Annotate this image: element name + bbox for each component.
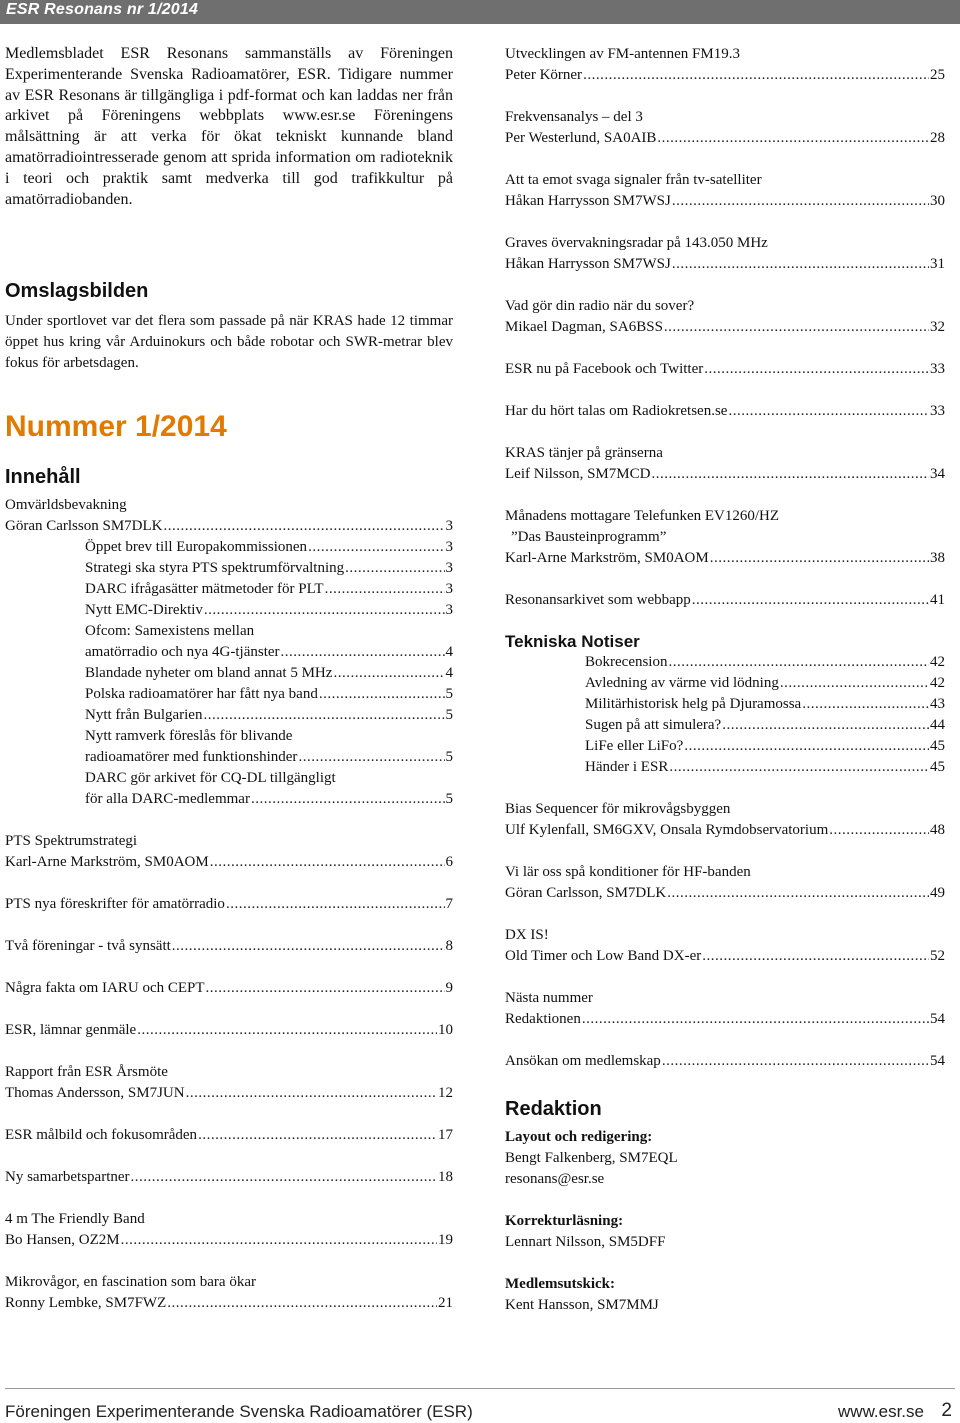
toc-entry[interactable]: Strategi ska styra PTS spektrumförvaltning ..... 3 bbox=[85, 558, 453, 579]
footer-org: Föreningen Experimenterande Svenska Radioamatörer (ESR) bbox=[5, 1402, 473, 1421]
toc-entry[interactable]: Thomas Andersson, SM7JUN ..... 12 bbox=[5, 1083, 453, 1104]
toc-entry[interactable]: ESR målbild och fokusområden ..... 17 bbox=[5, 1125, 453, 1146]
toc-entry-line1: PTS Spektrumstrategi bbox=[5, 833, 138, 850]
korr-label: Korrekturläsning: bbox=[505, 1213, 624, 1229]
toc-entry-line1: Vad gör din radio när du sover? bbox=[505, 298, 695, 314]
toc-entry[interactable]: Leif Nilsson, SM7MCD ..... 34 bbox=[505, 464, 945, 485]
toc-entry-line1: Vi lär oss spå konditioner för HF-banden bbox=[505, 864, 751, 880]
toc-entry[interactable]: Har du hört talas om Radiokretsen.se ..... 33 bbox=[505, 401, 945, 422]
toc-subitems bbox=[5, 537, 453, 810]
toc-entry[interactable]: Ansökan om medlemskap ..... 54 bbox=[505, 1051, 945, 1072]
toc-omvarldsbevakning bbox=[5, 495, 453, 810]
toc-entry-line1: Graves övervakningsradar på 143.050 MHz bbox=[505, 235, 768, 251]
toc-entry[interactable]: Ulf Kylenfall, SM6GXV, Onsala Rymdobservatorium ..... 48 bbox=[505, 820, 945, 841]
medl-label: Medlemsutskick: bbox=[505, 1276, 615, 1292]
page-header bbox=[0, 0, 960, 24]
toc-entry[interactable]: Händer i ESR ..... 45 bbox=[585, 757, 945, 778]
toc-entry[interactable]: ESR, lämnar genmäle ..... 10 bbox=[5, 1020, 453, 1041]
korr-name: Lennart Nilsson, SM5DFF bbox=[505, 1234, 666, 1250]
toc-entry[interactable]: för alla DARC-medlemmar ..... 5 bbox=[85, 789, 453, 810]
toc-entry[interactable]: DARC ifrågasätter mätmetoder för PLT ..... 3 bbox=[85, 579, 453, 600]
toc-entry[interactable]: Resonansarkivet som webbapp ..... 41 bbox=[505, 590, 945, 611]
toc-entry[interactable]: Några fakta om IARU och CEPT ..... 9 bbox=[5, 978, 453, 999]
toc-entry[interactable]: Karl-Arne Markström, SM0AOM ..... 38 bbox=[505, 548, 945, 569]
footer-url[interactable]: www.esr.se bbox=[838, 1402, 924, 1421]
tech-items bbox=[505, 652, 945, 778]
tech-heading: Tekniska Notiser bbox=[505, 632, 640, 651]
toc-entry[interactable]: Håkan Harrysson SM7WSJ ..... 31 bbox=[505, 254, 945, 275]
toc-entry[interactable]: Sugen på att simulera? ..... 44 bbox=[585, 715, 945, 736]
toc-entry[interactable]: amatörradio och nya 4G-tjänster ..... 4 bbox=[85, 642, 453, 663]
intro-paragraph: Medlemsbladet ESR Resonans sammanställs av Föreningen Experimenterande Svenska Radioamatörer, ESR. Tidigare nummer av ESR Resonans är tillgängliga i pdf-format och kan laddas ner från arkivet på Föreningens webbplats www.esr.se Föreningens målsättning är att verka för ökat tekniskt kunnande bland amatörradiointresserade genom att sprida information om radioteknik i teori och praktik samt medverka till god trafikkultur på amatörradiobanden. bbox=[5, 45, 453, 208]
toc-section-title: Omvärldsbevakning bbox=[5, 497, 127, 514]
toc-entry[interactable]: Bokrecension ..... 42 bbox=[585, 652, 945, 673]
redaktion-heading: Redaktion bbox=[505, 1098, 602, 1120]
toc-entry[interactable]: ESR nu på Facebook och Twitter ..... 33 bbox=[505, 359, 945, 380]
toc-entry-line1: Månadens mottagare Telefunken EV1260/HZ bbox=[505, 508, 780, 524]
toc-entry[interactable]: Öppet brev till Europakommissionen ..... 3 bbox=[85, 537, 453, 558]
toc-entry[interactable]: radioamatörer med funktionshinder ..... 5 bbox=[85, 747, 453, 768]
toc-entry-line2: ”Das Bausteinprogramm” bbox=[511, 529, 667, 545]
toc-entry[interactable]: Blandade nyheter om bland annat 5 MHz ..... 4 bbox=[85, 663, 453, 684]
toc-entry-line1: Utvecklingen av FM-antennen FM19.3 bbox=[505, 46, 740, 62]
toc-entry-line1: 4 m The Friendly Band bbox=[5, 1211, 145, 1228]
cover-text: Under sportlovet var det flera som passade på när KRAS hade 12 timmar öppet hus kring vår Arduinokurs och både robotar och SWR-metrar blev fokus för arbetsdagen. bbox=[5, 313, 453, 372]
left-column bbox=[5, 44, 453, 1314]
toc-entry[interactable]: Karl-Arne Markström, SM0AOM ..... 6 bbox=[5, 852, 453, 873]
issue-title: Nummer 1/2014 bbox=[5, 410, 227, 444]
toc-entry[interactable]: Per Westerlund, SA0AIB ..... 28 bbox=[505, 128, 945, 149]
toc-entry[interactable]: Old Timer och Low Band DX-er ..... 52 bbox=[505, 946, 945, 967]
cover-heading: Omslagsbilden bbox=[5, 280, 149, 303]
right-column bbox=[505, 44, 945, 1316]
toc-entry-line1: Rapport från ESR Årsmöte bbox=[5, 1064, 168, 1081]
toc-entry[interactable]: Nytt från Bulgarien ..... 5 bbox=[85, 705, 453, 726]
toc-entry[interactable]: Ny samarbetspartner ..... 18 bbox=[5, 1167, 453, 1188]
toc-entry-line1: Frekvensanalys – del 3 bbox=[505, 109, 643, 125]
toc-entry[interactable]: Nytt EMC-Direktiv ..... 3 bbox=[85, 600, 453, 621]
toc-entry[interactable]: Bo Hansen, OZ2M ..... 19 bbox=[5, 1230, 453, 1251]
contents-heading: Innehåll bbox=[5, 466, 81, 489]
toc-entry[interactable]: Militärhistorisk helg på Djuramossa ..... 43 bbox=[585, 694, 945, 715]
header-title: ESR Resonans nr 1/2014 bbox=[6, 1, 199, 18]
toc-entry[interactable]: LiFe eller LiFo? ..... 45 bbox=[585, 736, 945, 757]
toc-entry-line1: Nästa nummer bbox=[505, 990, 593, 1006]
medl-name: Kent Hansson, SM7MMJ bbox=[505, 1297, 659, 1313]
layout-label: Layout och redigering: bbox=[505, 1129, 653, 1145]
layout-email[interactable]: resonans@esr.se bbox=[505, 1171, 605, 1187]
toc-entry-line1: Ofcom: Samexistens mellan bbox=[85, 623, 255, 640]
toc-entry-line1: Bias Sequencer för mikrovågsbyggen bbox=[505, 801, 731, 817]
toc-entry-line1: Nytt ramverk föreslås för blivande bbox=[85, 728, 293, 745]
toc-entry[interactable]: Avledning av värme vid lödning ..... 42 bbox=[585, 673, 945, 694]
toc-entry-line1: Att ta emot svaga signaler från tv-satelliter bbox=[505, 172, 762, 188]
layout-name: Bengt Falkenberg, SM7EQL bbox=[505, 1150, 678, 1166]
toc-entry[interactable]: Redaktionen ..... 54 bbox=[505, 1009, 945, 1030]
toc-entry-line1: Mikrovågor, en fascination som bara ökar bbox=[5, 1274, 256, 1291]
footer-divider bbox=[5, 1388, 955, 1389]
toc-entry[interactable]: Peter Körner ..... 25 bbox=[505, 65, 945, 86]
toc-entry-line1: DARC gör arkivet för CQ-DL tillgängligt bbox=[85, 770, 336, 787]
toc-entry[interactable]: Polska radioamatörer har fått nya band ..... 5 bbox=[85, 684, 453, 705]
toc-entry[interactable]: Mikael Dagman, SA6BSS ..... 32 bbox=[505, 317, 945, 338]
toc-entry[interactable]: Håkan Harrysson SM7WSJ ..... 30 bbox=[505, 191, 945, 212]
toc-entry[interactable]: Göran Carlsson SM7DLK ..... 3 bbox=[5, 516, 453, 537]
toc-entry[interactable]: Göran Carlsson, SM7DLK ..... 49 bbox=[505, 883, 945, 904]
toc-entry[interactable]: Två föreningar - två synsätt ..... 8 bbox=[5, 936, 453, 957]
page-footer bbox=[0, 1388, 960, 1423]
toc-entry[interactable]: Ronny Lembke, SM7FWZ ..... 21 bbox=[5, 1293, 453, 1314]
toc-entry-line1: KRAS tänjer på gränserna bbox=[505, 445, 663, 461]
page-number: 2 bbox=[941, 1400, 952, 1421]
toc-entry-line1: DX IS! bbox=[505, 927, 549, 943]
toc-entry[interactable]: PTS nya föreskrifter för amatörradio ..... 7 bbox=[5, 894, 453, 915]
